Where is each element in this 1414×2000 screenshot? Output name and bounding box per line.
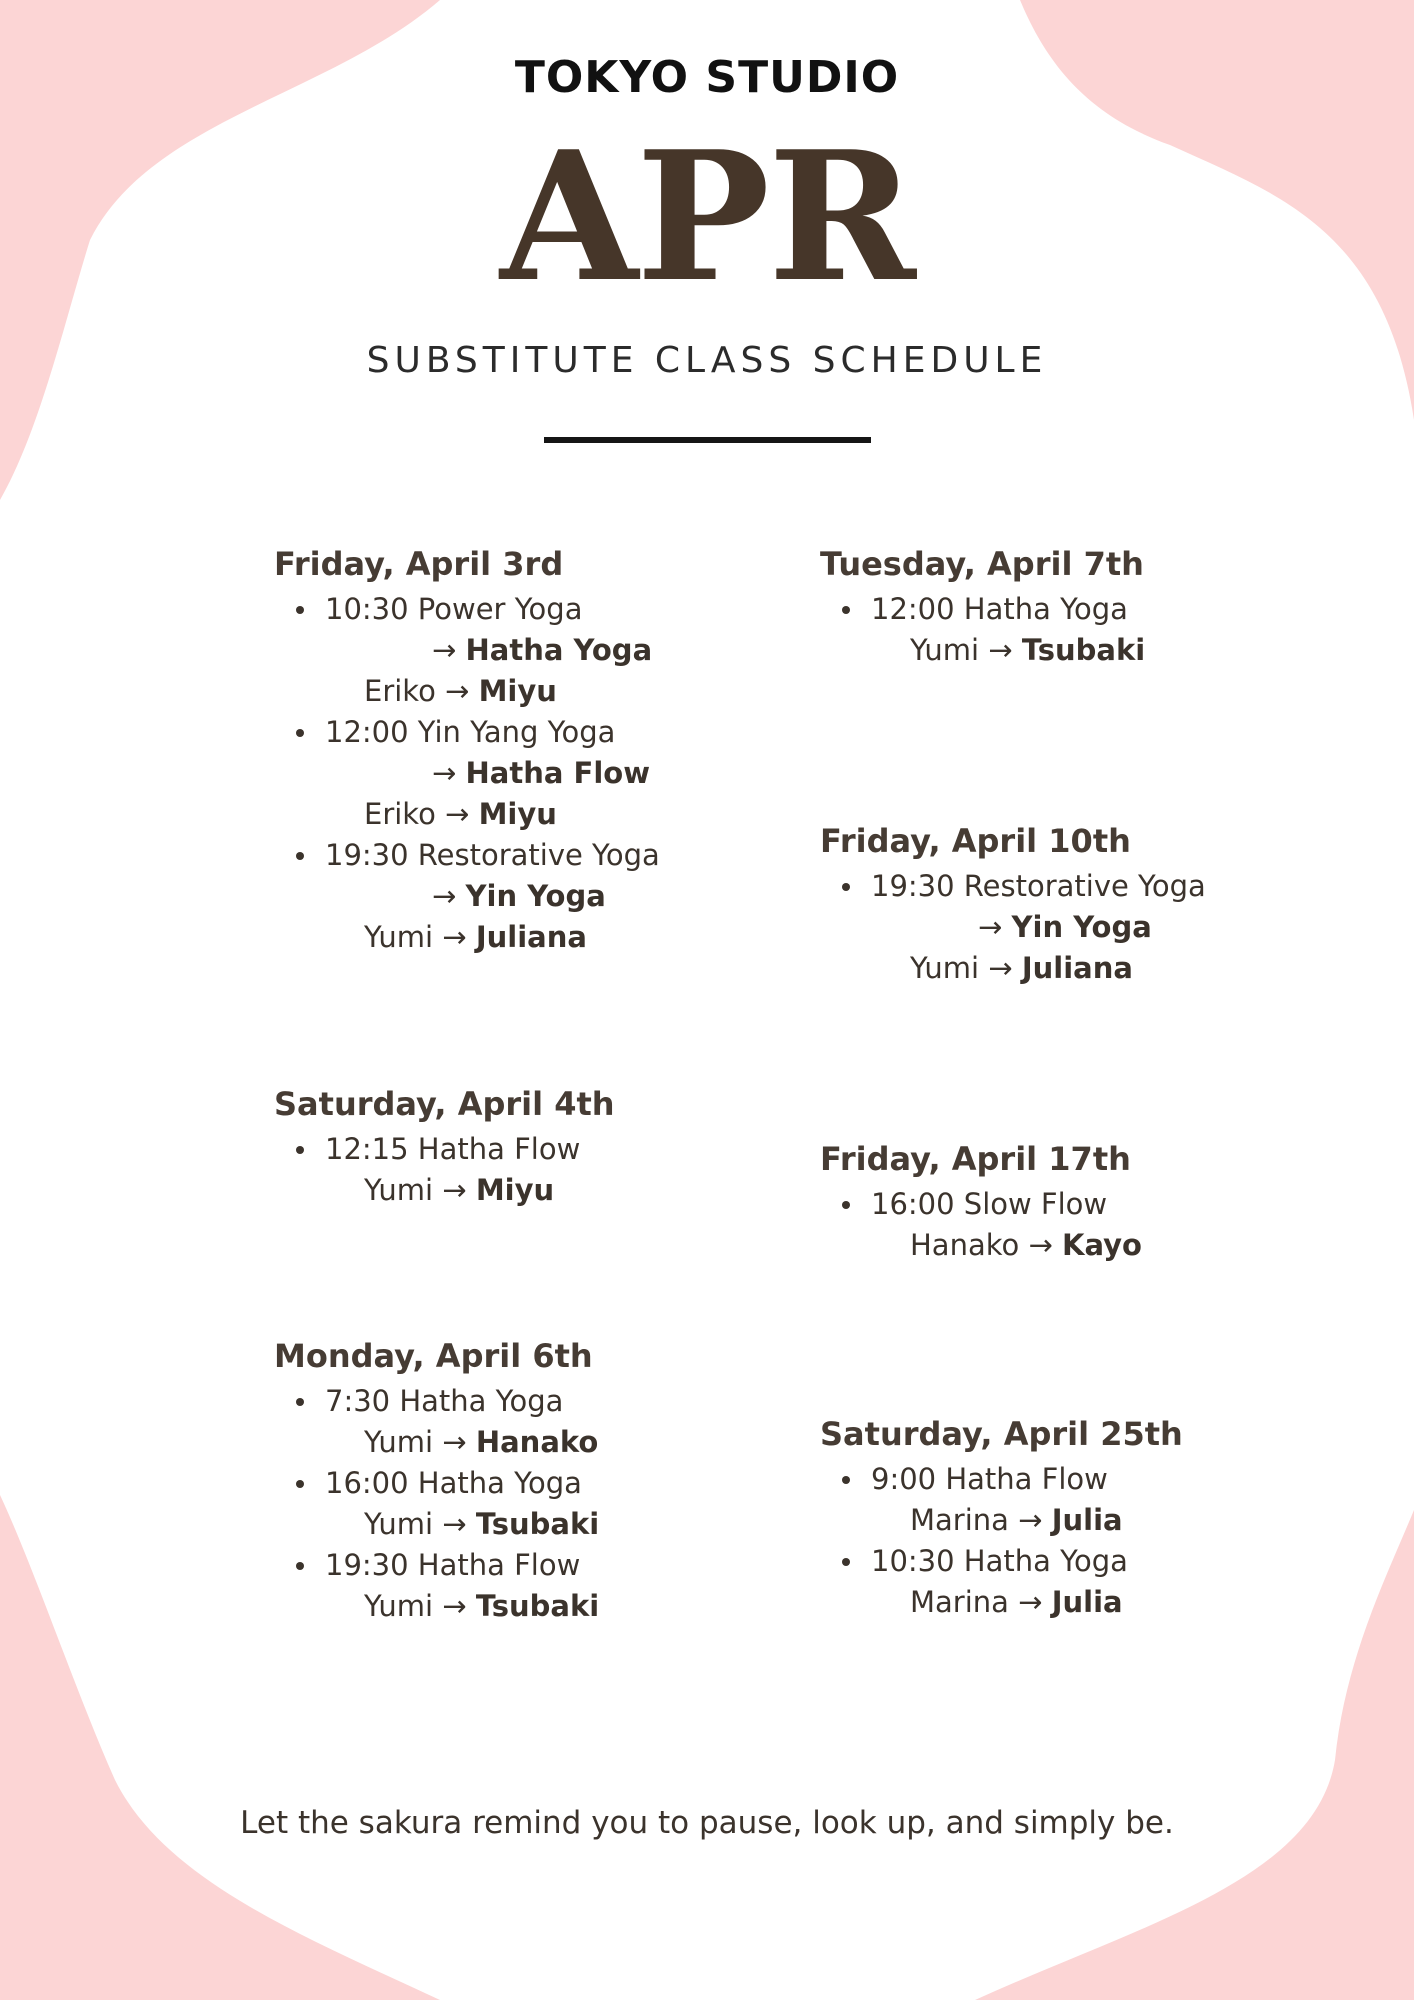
class-time-name: 9:00 Hatha Flow: [871, 1462, 1108, 1496]
class-time-name: 10:30 Hatha Yoga: [871, 1544, 1128, 1578]
class-time-name: 10:30 Power Yoga: [325, 592, 583, 626]
class-item: [820, 866, 1240, 989]
teacher-change: Yumi → Miyu: [364, 1173, 555, 1207]
day-title: Friday, April 17th: [820, 1140, 1131, 1178]
teacher-change: Yumi → Tsubaki: [910, 633, 1146, 667]
day-block-april-25: [820, 1415, 1240, 1623]
teacher-change: Yumi → Juliana: [910, 951, 1133, 985]
day-block-april-10: [820, 822, 1240, 989]
class-item: [820, 1541, 1240, 1623]
day-block-april-17: [820, 1140, 1240, 1266]
page-subtitle: SUBSTITUTE CLASS SCHEDULE: [366, 340, 1048, 381]
class-time-name: 19:30 Hatha Flow: [325, 1548, 581, 1582]
original-teacher: Marina: [910, 1585, 1009, 1619]
teacher-change: Eriko → Miyu: [364, 674, 557, 708]
day-block-april-4: [274, 1085, 694, 1211]
original-teacher: Yumi: [364, 920, 434, 954]
original-teacher: Yumi: [910, 633, 980, 667]
class-time-name: 12:15 Hatha Flow: [325, 1132, 581, 1166]
day-block-april-7: [820, 545, 1240, 671]
substitute-teacher: Tsubaki: [475, 1507, 600, 1541]
teacher-change: Yumi → Hanako: [364, 1425, 599, 1459]
day-title: Friday, April 3rd: [274, 545, 564, 583]
substitute-teacher: Juliana: [1021, 951, 1133, 985]
teacher-change: Hanako → Kayo: [910, 1228, 1142, 1262]
class-item: [274, 712, 694, 835]
class-item: [274, 589, 694, 712]
original-teacher: Yumi: [910, 951, 980, 985]
original-teacher: Yumi: [364, 1589, 434, 1623]
class-time-name: 19:30 Restorative Yoga: [325, 838, 660, 872]
original-teacher: Eriko: [364, 797, 436, 831]
class-time-name: 7:30 Hatha Yoga: [325, 1384, 564, 1418]
title-divider: [544, 437, 871, 443]
original-teacher: Yumi: [364, 1425, 434, 1459]
class-change: → Yin Yoga: [978, 910, 1152, 944]
new-class-name: Hatha Flow: [465, 756, 651, 790]
substitute-teacher: Hanako: [475, 1425, 599, 1459]
original-teacher: Hanako: [910, 1228, 1020, 1262]
substitute-teacher: Miyu: [478, 674, 557, 708]
class-time-name: 16:00 Slow Flow: [871, 1187, 1108, 1221]
class-item: [274, 1381, 694, 1463]
original-teacher: Marina: [910, 1503, 1009, 1537]
class-item: [274, 835, 694, 958]
class-time-name: 16:00 Hatha Yoga: [325, 1466, 582, 1500]
substitute-teacher: Julia: [1051, 1585, 1123, 1619]
month-title: APR: [500, 112, 914, 321]
substitute-teacher: Miyu: [478, 797, 557, 831]
class-item: [820, 1184, 1240, 1266]
day-title: Tuesday, April 7th: [820, 545, 1144, 583]
day-title: Saturday, April 4th: [274, 1085, 615, 1123]
substitute-teacher: Juliana: [475, 920, 587, 954]
substitute-teacher: Julia: [1051, 1503, 1123, 1537]
class-item: [820, 589, 1240, 671]
studio-name: TOKYO STUDIO: [514, 52, 900, 103]
class-time-name: 19:30 Restorative Yoga: [871, 869, 1206, 903]
class-item: [820, 1459, 1240, 1541]
substitute-teacher: Miyu: [475, 1173, 555, 1207]
teacher-change: Yumi → Tsubaki: [364, 1589, 600, 1623]
teacher-change: Marina → Julia: [910, 1585, 1123, 1619]
footer-quote: Let the sakura remind you to pause, look up, and simply be.: [240, 1805, 1174, 1841]
day-title: Friday, April 10th: [820, 822, 1131, 860]
original-teacher: Yumi: [364, 1507, 434, 1541]
day-block-april-6: [274, 1337, 694, 1627]
class-item: [274, 1545, 694, 1627]
new-class-name: Yin Yoga: [465, 879, 606, 913]
day-block-april-3: [274, 545, 694, 958]
day-title: Saturday, April 25th: [820, 1415, 1183, 1453]
teacher-change: Yumi → Juliana: [364, 920, 587, 954]
class-change: → Hatha Yoga: [432, 633, 653, 667]
original-teacher: Eriko: [364, 674, 436, 708]
substitute-teacher: Tsubaki: [1021, 633, 1146, 667]
class-item: [274, 1129, 694, 1211]
original-teacher: Yumi: [364, 1173, 434, 1207]
teacher-change: Eriko → Miyu: [364, 797, 557, 831]
substitute-teacher: Kayo: [1061, 1228, 1142, 1262]
teacher-change: Yumi → Tsubaki: [364, 1507, 600, 1541]
class-time-name: 12:00 Yin Yang Yoga: [325, 715, 616, 749]
class-change: → Hatha Flow: [432, 756, 651, 790]
new-class-name: Yin Yoga: [1011, 910, 1152, 944]
class-change: → Yin Yoga: [432, 879, 606, 913]
class-item: [274, 1463, 694, 1545]
teacher-change: Marina → Julia: [910, 1503, 1123, 1537]
new-class-name: Hatha Yoga: [465, 633, 653, 667]
class-time-name: 12:00 Hatha Yoga: [871, 592, 1128, 626]
day-title: Monday, April 6th: [274, 1337, 593, 1375]
substitute-teacher: Tsubaki: [475, 1589, 600, 1623]
